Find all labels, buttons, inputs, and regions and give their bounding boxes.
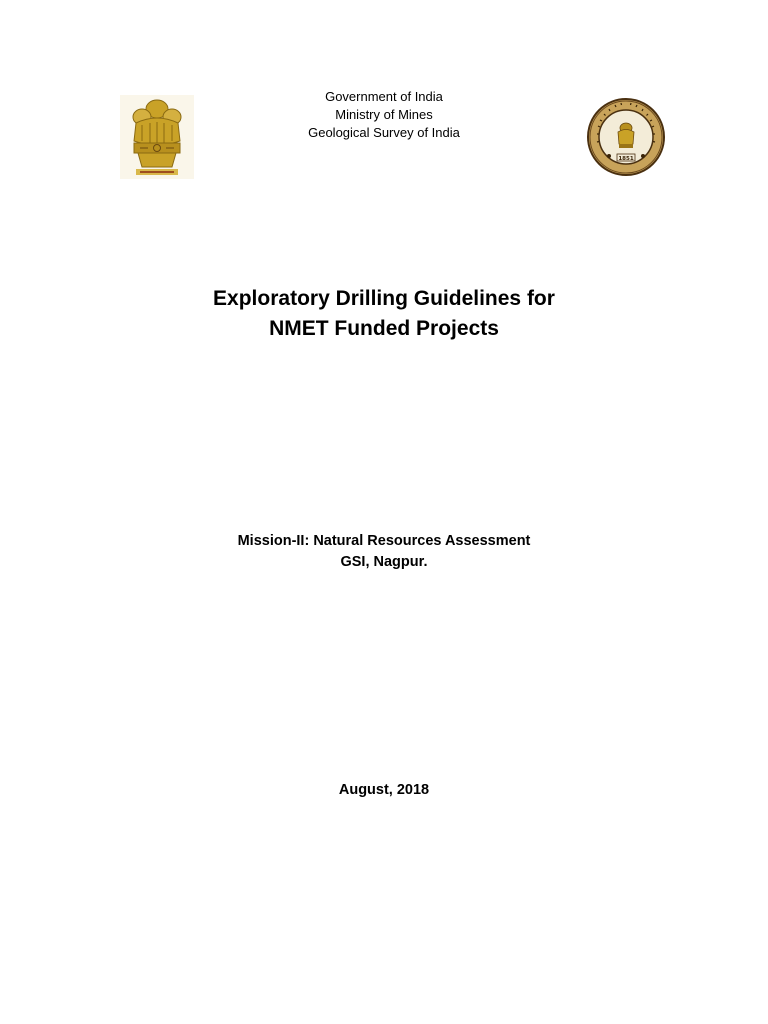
national-emblem-icon: [120, 95, 194, 179]
seal-year: 1851: [618, 155, 634, 162]
publication-date: August, 2018: [338, 782, 430, 798]
mission-block: [184, 531, 584, 573]
title-line-2: NMET Funded Projects: [269, 317, 499, 340]
header-government: Government of India: [325, 89, 443, 104]
title-line-1: Exploratory Drilling Guidelines for: [213, 287, 555, 310]
gsi-seal-icon: [586, 96, 666, 178]
document-title: [134, 284, 634, 344]
mission-line-2: GSI, Nagpur.: [340, 554, 428, 570]
mission-line-1: Mission-II: Natural Resources Assessment: [237, 533, 531, 549]
header-block: [234, 88, 534, 142]
header-ministry: Ministry of Mines: [335, 107, 433, 122]
header-gsi: Geological Survey of India: [308, 125, 460, 140]
